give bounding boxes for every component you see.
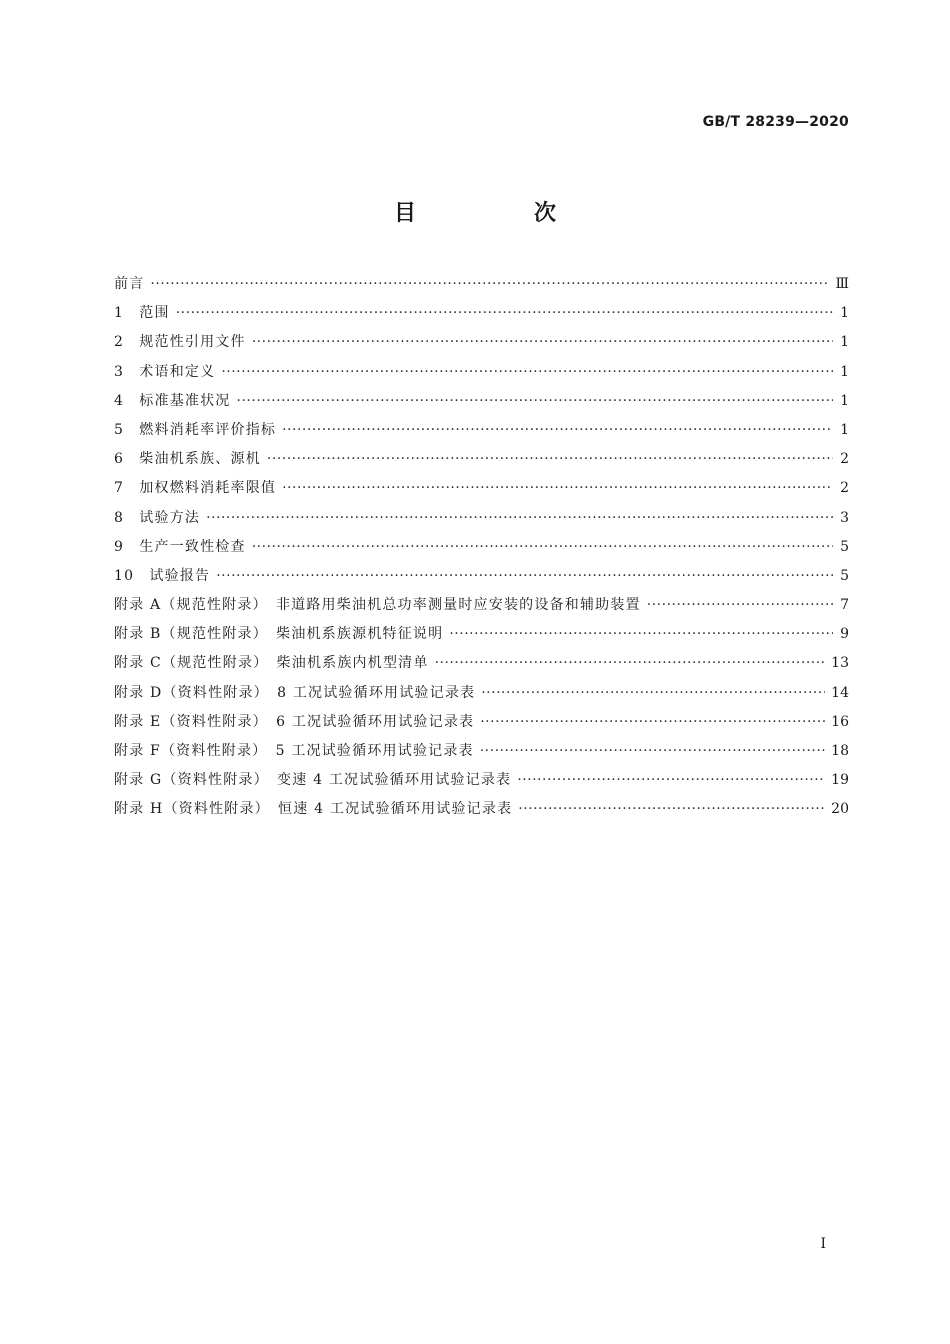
- toc-entry-page: 20: [831, 801, 849, 818]
- dot-leader: [647, 591, 833, 620]
- toc-entry-page: 1: [840, 305, 849, 322]
- toc-entry-annex-e[interactable]: [114, 708, 849, 737]
- toc-entry-page: 13: [831, 655, 849, 672]
- toc-entry-page: 1: [840, 421, 849, 438]
- toc-entry-10[interactable]: [114, 562, 849, 591]
- toc-entry-page: 1: [840, 392, 849, 409]
- toc-entry-1[interactable]: [114, 299, 849, 328]
- toc-entry-page: 5: [840, 538, 849, 555]
- toc-entry-label: 附录 D（资料性附录） 8 工况试验循环用试验记录表: [114, 684, 476, 701]
- dot-leader: [252, 328, 833, 357]
- toc-entry-7[interactable]: [114, 474, 849, 503]
- toc-entry-label: 附录 G（资料性附录） 变速 4 工况试验循环用试验记录表: [114, 772, 512, 789]
- dot-leader: [480, 737, 825, 766]
- toc-title: 目 次: [393, 201, 604, 226]
- dot-leader: [282, 474, 833, 503]
- dot-leader: [176, 299, 833, 328]
- toc-entry-label: 4 标准基准状况: [114, 392, 231, 409]
- toc-entry-annex-c[interactable]: [114, 649, 849, 678]
- dot-leader: [252, 533, 833, 562]
- toc-entry-label: 附录 H（资料性附录） 恒速 4 工况试验循环用试验记录表: [114, 801, 513, 818]
- toc-entry-annex-g[interactable]: [114, 766, 849, 795]
- toc-entry-page: 7: [840, 597, 849, 614]
- toc-entry-label: 7 加权燃料消耗率限值: [114, 480, 277, 497]
- toc-entry-label: 附录 E（资料性附录） 6 工况试验循环用试验记录表: [114, 713, 475, 730]
- toc-entry-label: 8 试验方法: [114, 509, 201, 526]
- toc-entry-label: 附录 B（规范性附录） 柴油机系族源机特征说明: [114, 626, 444, 643]
- toc-entry-label: 附录 C（规范性附录） 柴油机系族内机型清单: [114, 655, 429, 672]
- dot-leader: [481, 679, 825, 708]
- toc-entry-page: 5: [840, 567, 849, 584]
- toc-entry-annex-d[interactable]: [114, 679, 849, 708]
- toc-entry-page: 14: [831, 684, 849, 701]
- toc-entry-label: 2 规范性引用文件: [114, 334, 246, 351]
- toc-entry-label: 前言: [114, 276, 145, 292]
- dot-leader: [267, 445, 833, 474]
- toc-entry-label: 9 生产一致性检查: [114, 538, 246, 555]
- toc-entry-label: 附录 F（资料性附录） 5 工况试验循环用试验记录表: [114, 743, 474, 759]
- table-of-contents: [114, 270, 849, 825]
- toc-entry-annex-a[interactable]: [114, 591, 849, 620]
- toc-entry-page: 9: [840, 626, 849, 643]
- toc-entry-page: 19: [831, 772, 849, 789]
- toc-entry-page: 18: [831, 743, 849, 759]
- dot-leader: [449, 620, 833, 649]
- toc-entry-label: 附录 A（规范性附录） 非道路用柴油机总功率测量时应安装的设备和辅助装置: [114, 597, 641, 614]
- toc-entry-4[interactable]: [114, 387, 849, 416]
- toc-entry-5[interactable]: [114, 416, 849, 445]
- toc-entry-label: 1 范围: [114, 305, 170, 322]
- toc-entry-page: 3: [840, 509, 849, 526]
- toc-entry-foreword[interactable]: [114, 270, 849, 299]
- dot-leader: [282, 416, 833, 445]
- toc-entry-label: 3 术语和定义: [114, 363, 216, 380]
- toc-entry-page: 1: [840, 334, 849, 351]
- toc-entry-2[interactable]: [114, 328, 849, 357]
- toc-entry-page: 16: [831, 713, 849, 730]
- dot-leader: [517, 766, 825, 795]
- toc-entry-3[interactable]: [114, 358, 849, 387]
- dot-leader: [237, 387, 833, 416]
- toc-entry-annex-h[interactable]: [114, 795, 849, 824]
- dot-leader: [221, 358, 833, 387]
- dot-leader: [206, 504, 833, 533]
- toc-entry-6[interactable]: [114, 445, 849, 474]
- toc-entry-9[interactable]: [114, 533, 849, 562]
- page-number: I: [820, 1236, 826, 1252]
- toc-entry-page: Ⅲ: [835, 276, 849, 292]
- dot-leader: [216, 562, 833, 591]
- dot-leader: [150, 270, 829, 299]
- toc-entry-label: 6 柴油机系族、源机: [114, 451, 261, 468]
- toc-entry-annex-b[interactable]: [114, 620, 849, 649]
- dot-leader: [435, 649, 826, 678]
- toc-entry-label: 10 试验报告: [114, 567, 211, 584]
- standard-code: GB/T 28239—2020: [702, 114, 849, 130]
- toc-entry-8[interactable]: [114, 504, 849, 533]
- toc-entry-label: 5 燃料消耗率评价指标: [114, 421, 277, 438]
- dot-leader: [480, 708, 825, 737]
- toc-entry-page: 2: [840, 480, 849, 497]
- toc-entry-annex-f[interactable]: [114, 737, 849, 766]
- toc-entry-page: 2: [840, 451, 849, 468]
- dot-leader: [518, 795, 825, 824]
- toc-entry-page: 1: [840, 363, 849, 380]
